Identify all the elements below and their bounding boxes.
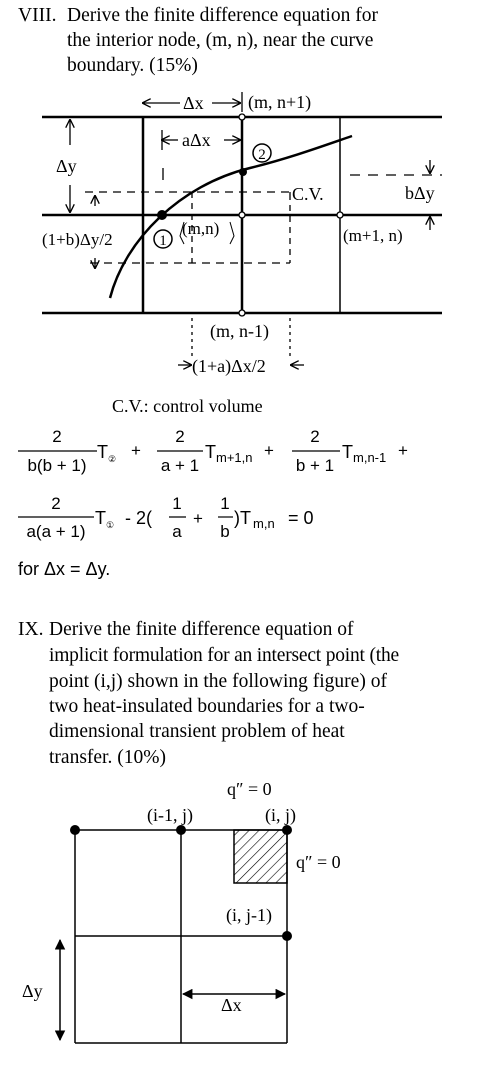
q9-node-ijm1-label: (i, j-1) [226, 905, 272, 925]
eq-den4: a(a + 1) [26, 522, 86, 541]
q8-cv-label: C.V. [292, 184, 324, 204]
eq-num3: 2 [310, 427, 320, 446]
eq-tm2: T [342, 442, 353, 462]
q9-dy-label: Δy [22, 981, 43, 1001]
q9-q-right-label: q″ = 0 [296, 852, 341, 872]
q9-node-ij-label: (i, j) [265, 805, 296, 825]
q8-point1-label: 1 [159, 233, 167, 249]
eq-plus3: + [398, 441, 408, 460]
eq-tm1: T [205, 442, 216, 462]
q8-node-bottom-label: (m, n-1) [210, 321, 269, 341]
q9-line-6: transfer. (10%) [49, 747, 166, 768]
q9-node-ijm1 [282, 931, 292, 941]
q9-node-corner [70, 825, 80, 835]
eq-tm2-sub: m,n-1 [353, 450, 387, 465]
q8-curve-boundary [110, 136, 352, 298]
q9-hatched-cell [234, 830, 287, 883]
q8-point2-label: 2 [258, 147, 266, 163]
q9-node-im1j [176, 825, 186, 835]
q9-line-2: implicit formulation for an intersect point (the [49, 645, 399, 666]
q8-adx-label: aΔx [182, 130, 211, 150]
q8-dx-label: Δx [183, 93, 204, 113]
q9-number: IX. [18, 619, 44, 640]
eq-den-b: b [220, 522, 230, 541]
q9-line-4: two heat-insulated boundaries for a two- [49, 696, 365, 717]
q9-node-im1j-label: (i-1, j) [147, 805, 193, 825]
eq-tail-sub: m,n [253, 516, 275, 531]
eq-plus4: + [193, 509, 203, 528]
q8-bdy-label: bΔy [405, 183, 435, 203]
q9-line-1: Derive the finite difference equation of [49, 619, 354, 640]
eq-tail: )T [234, 508, 251, 528]
q8-line-1: Derive the finite difference equation for [67, 5, 378, 26]
q8-cv-caption: C.V.: control volume [112, 396, 263, 416]
q8-number: VIII. [18, 5, 57, 26]
q8-node-right [337, 212, 343, 218]
q8-line-3: boundary. (15%) [67, 55, 198, 76]
eq-num1: 2 [52, 427, 62, 446]
q9-figure [0, 770, 484, 1060]
eq-plus2: + [264, 441, 274, 460]
eq-minus2: - 2( [125, 508, 152, 528]
eq-tail-eq: = 0 [288, 508, 314, 528]
q8-node-point1 [157, 210, 167, 220]
q8-node-top [239, 114, 245, 120]
eq-num-b: 1 [220, 494, 230, 513]
q9-line-3: point (i,j) shown in the following figure) of [49, 671, 387, 692]
q8-node-point2 [239, 168, 247, 176]
q9-q-top-label: q″ = 0 [227, 779, 272, 799]
q8-dy-label: Δy [56, 156, 77, 176]
q8-node-bottom [239, 310, 245, 316]
q9-line-5: dimensional transient problem of heat [49, 721, 345, 742]
eq-t2: T [97, 442, 108, 462]
q9-node-ij [282, 825, 292, 835]
q8-bottom-label: (1+a)Δx/2 [192, 356, 266, 376]
eq-den-a: a [172, 522, 182, 541]
eq-circ1: ① [106, 520, 115, 530]
q8-note: for Δx = Δy. [18, 559, 111, 579]
q8-node-right-label: (m+1, n) [343, 226, 403, 245]
eq-circ2: ② [108, 454, 117, 464]
q8-left-label: (1+b)Δy/2 [42, 230, 113, 249]
eq-den2: a + 1 [160, 456, 200, 475]
eq-num2: 2 [175, 427, 185, 446]
eq-t1: T [95, 508, 106, 528]
q8-line-2: the interior node, (m, n), near the curve [67, 30, 374, 51]
q8-node-top-label: (m, n+1) [248, 92, 312, 112]
q8-figure [0, 84, 484, 384]
eq-den3: b + 1 [295, 456, 335, 475]
eq-num-a: 1 [172, 494, 182, 513]
eq-tm1-sub: m+1,n [216, 450, 253, 465]
eq-num4: 2 [51, 494, 61, 513]
q9-dx-label: Δx [221, 995, 242, 1015]
eq-plus1: + [131, 441, 141, 460]
q8-node-center [239, 212, 245, 218]
eq-den1: b(b + 1) [27, 456, 87, 475]
q8-node-center-label: (m,n) [182, 219, 220, 238]
